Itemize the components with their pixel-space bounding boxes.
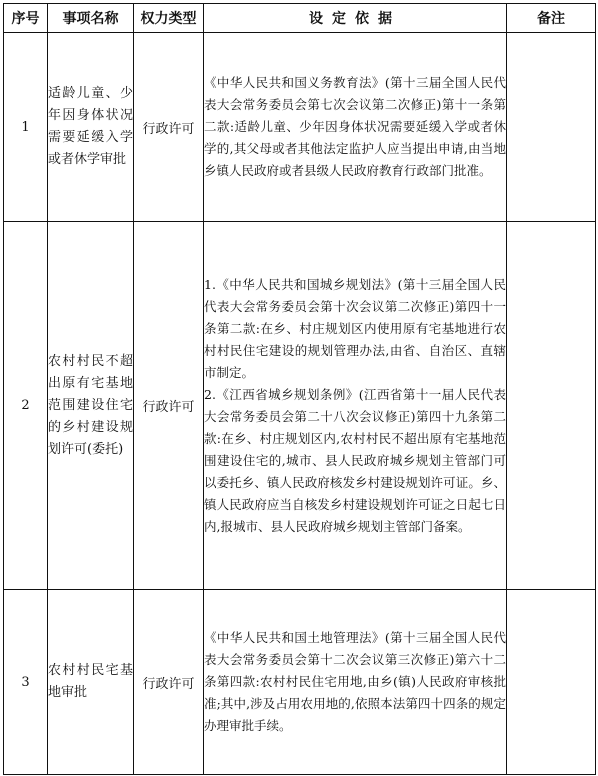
remarks <box>507 222 596 590</box>
header-no: 序号 <box>4 4 48 33</box>
power-type: 行政许可 <box>134 222 204 590</box>
row-number: 2 <box>4 222 48 590</box>
legal-basis <box>204 590 507 775</box>
header-name: 事项名称 <box>48 4 134 33</box>
header-row <box>4 4 596 33</box>
power-type: 行政许可 <box>134 33 204 222</box>
item-name: 农村村民不超出原有宅基地范围建设住宅的乡村建设规划许可(委托) <box>48 222 134 590</box>
row-number: 3 <box>4 590 48 775</box>
power-type: 行政许可 <box>134 590 204 775</box>
legal-basis <box>204 33 507 222</box>
header-note: 备注 <box>507 4 596 33</box>
basis-paragraph: 《中华人民共和国义务教育法》(第十三届全国人民代表大会常务委员会第七次会议第二次修正)第十一条第二款:适龄儿童、少年因身体状况需要延缓入学或者休学的,其父母或者其他法定监护人应当提出申请,由当地乡镇人民政府或者县级人民政府教育行政部门批准。 <box>204 75 506 178</box>
legal-basis <box>204 222 507 590</box>
item-name: 农村村民宅基地审批 <box>48 590 134 775</box>
remarks <box>507 33 596 222</box>
header-type: 权力类型 <box>134 4 204 33</box>
remarks <box>507 590 596 775</box>
basis-paragraph: 1.《中华人民共和国城乡规划法》(第十三届全国人民代表大会常务委员会第十次会议第二次修正)第四十一条第二款:在乡、村庄规划区内使用原有宅基地进行农村村民住宅建设的规划管理办法,由省、自治区、直辖市制定。 <box>204 276 506 380</box>
row-number: 1 <box>4 33 48 222</box>
table-row <box>4 222 596 590</box>
header-basis: 设定依据 <box>204 4 507 33</box>
table-row <box>4 590 596 775</box>
table-row <box>4 33 596 222</box>
basis-paragraph: 《中华人民共和国土地管理法》(第十三届全国人民代表大会常务委员会第十二次会议第三次修正)第六十二条第四款:农村村民住宅用地,由乡(镇)人民政府审核批准;其中,涉及占用农用地的,依照本法第四十四条的规定办理审批手续。 <box>204 630 506 733</box>
item-name: 适龄儿童、少年因身体状况需要延缓入学或者休学审批 <box>48 33 134 222</box>
matters-table <box>3 3 596 775</box>
basis-paragraph: 2.《江西省城乡规划条例》(江西省第十一届人民代表大会常务委员会第二十八次会议修正)第四十九条第二款:在乡、村庄规划区内,农村村民不超出原有宅基地范围建设住宅的,城市、县人民政府城乡规划主管部门可以委托乡、镇人民政府核发乡村建设规划许可证。乡、镇人民政府应当自核发乡村建设规划许可证之日起七日内,报城市、县人民政府城乡规划主管部门备案。 <box>204 386 506 534</box>
